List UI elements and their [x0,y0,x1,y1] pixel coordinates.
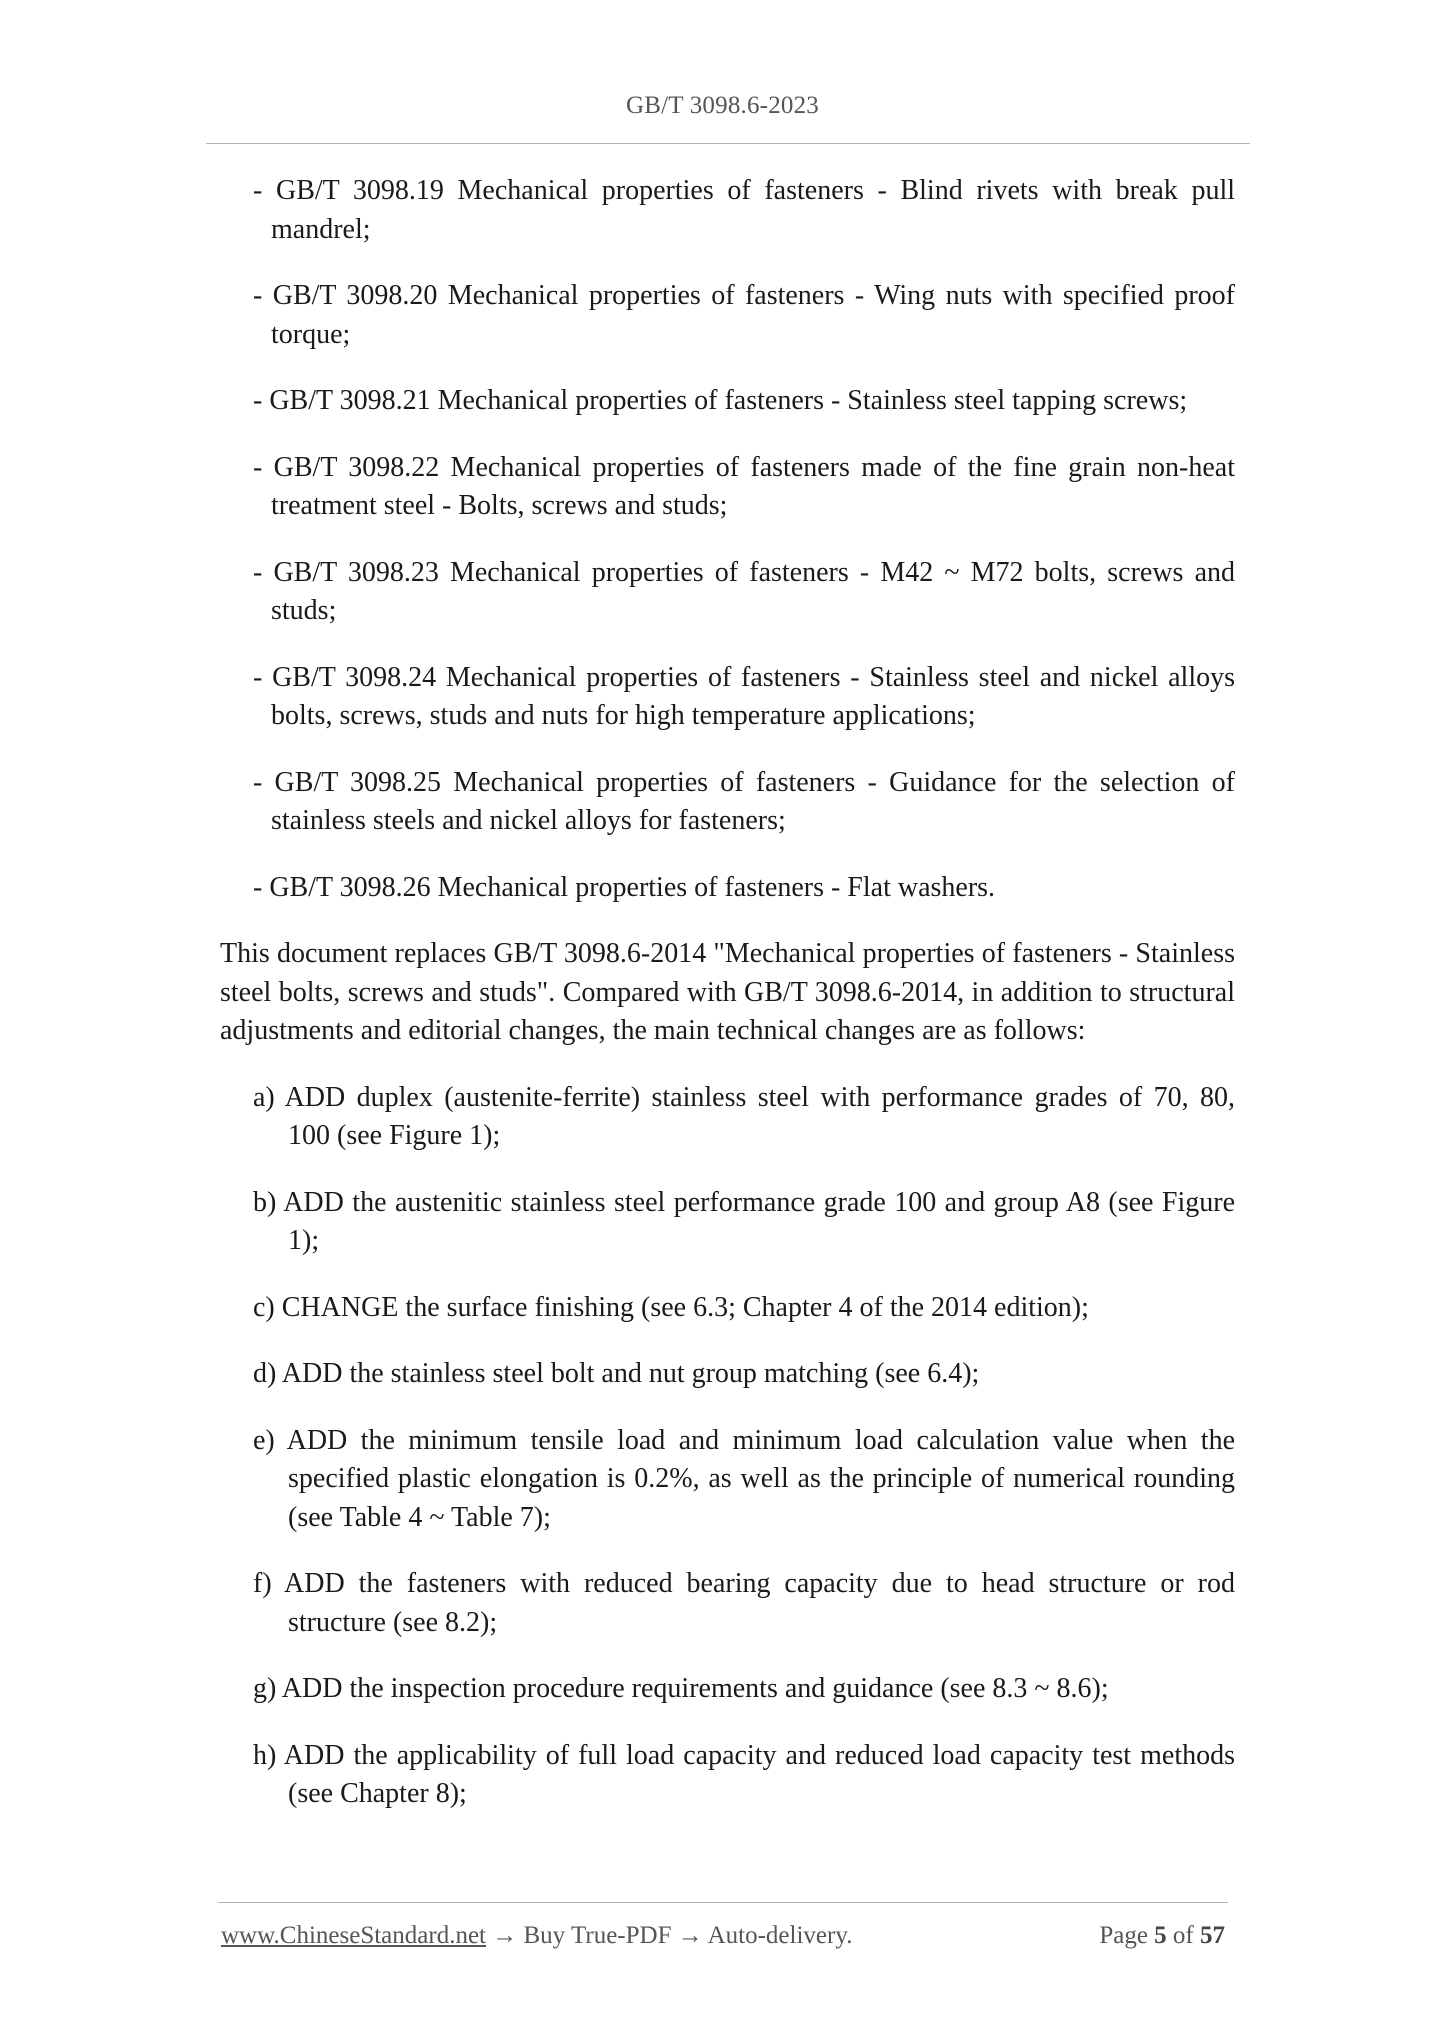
footer-divider [218,1902,1228,1903]
arrow-right-icon: → [677,1922,703,1949]
page-header-title: GB/T 3098.6-2023 [625,92,820,119]
footer-purchase-line [221,1922,852,1950]
change-item-e: e) ADD the minimum tensile load and minimum load calculation value when the specified plastic elongation is 0.2%, as well as the principle of numerical rounding (see Table 4 ~ Table 7); [253,1424,1235,1533]
auto-delivery-text: Auto-delivery. [707,1922,853,1949]
parts-list-item: - GB/T 3098.20 Mechanical properties of fasteners - Wing nuts with specified proof torque; [253,280,1235,350]
parts-list-item: - GB/T 3098.19 Mechanical properties of fasteners - Blind rivets with break pull mandrel; [253,175,1235,245]
change-item-f: f) ADD the fasteners with reduced bearing capacity due to head structure or rod structure (see 8.2); [253,1568,1235,1638]
change-item-d: d) ADD the stainless steel bolt and nut group matching (see 6.4); [253,1358,980,1389]
buy-pdf-text: Buy True-PDF [523,1922,672,1949]
total-pages-number: 57 [1200,1922,1225,1949]
website-link[interactable]: www.ChineseStandard.net [221,1922,486,1949]
current-page-number: 5 [1154,1922,1167,1949]
change-item-a: a) ADD duplex (austenite-ferrite) stainless steel with performance grades of 70, 80, 100 (see Figure 1); [253,1081,1235,1151]
change-item-g: g) ADD the inspection procedure requirements and guidance (see 8.3 ~ 8.6); [253,1673,1109,1704]
parts-list-item: - GB/T 3098.21 Mechanical properties of fasteners - Stainless steel tapping screws; [253,385,1188,416]
of-label: of [1172,1922,1194,1949]
parts-list-item: - GB/T 3098.23 Mechanical properties of fasteners - M42 ~ M72 bolts, screws and studs; [253,556,1235,626]
page-counter [1099,1922,1225,1950]
parts-list-item: - GB/T 3098.22 Mechanical properties of fasteners made of the fine grain non-heat treatment steel - Bolts, screws and studs; [253,451,1235,521]
change-item-c: c) CHANGE the surface finishing (see 6.3; Chapter 4 of the 2014 edition); [253,1291,1089,1323]
arrow-right-icon: → [492,1922,518,1949]
parts-list-item: - GB/T 3098.25 Mechanical properties of fasteners - Guidance for the selection of stainless steels and nickel alloys for fasteners; [253,766,1235,836]
parts-list-item: - GB/T 3098.26 Mechanical properties of fasteners - Flat washers. [253,871,996,903]
change-item-b: b) ADD the austenitic stainless steel performance grade 100 and group A8 (see Figure 1); [253,1186,1235,1256]
page-footer [221,1922,1225,1956]
header-divider [206,143,1250,144]
parts-list-item: - GB/T 3098.24 Mechanical properties of fasteners - Stainless steel and nickel alloys bolts, screws, studs and nuts for high temperature applications; [253,661,1235,731]
page-label: Page [1099,1922,1148,1949]
document-body [0,172,1445,1842]
change-item-h: h) ADD the applicability of full load capacity and reduced load capacity test methods (see Chapter 8); [253,1739,1235,1809]
replacement-paragraph: This document replaces GB/T 3098.6-2014 "Mechanical properties of fasteners - Stainless steel bolts, screws and studs". Compared with GB/T 3098.6-2014, in addition to structural adjustments and editorial changes, the main technical changes are as follows: [220,938,1235,1046]
